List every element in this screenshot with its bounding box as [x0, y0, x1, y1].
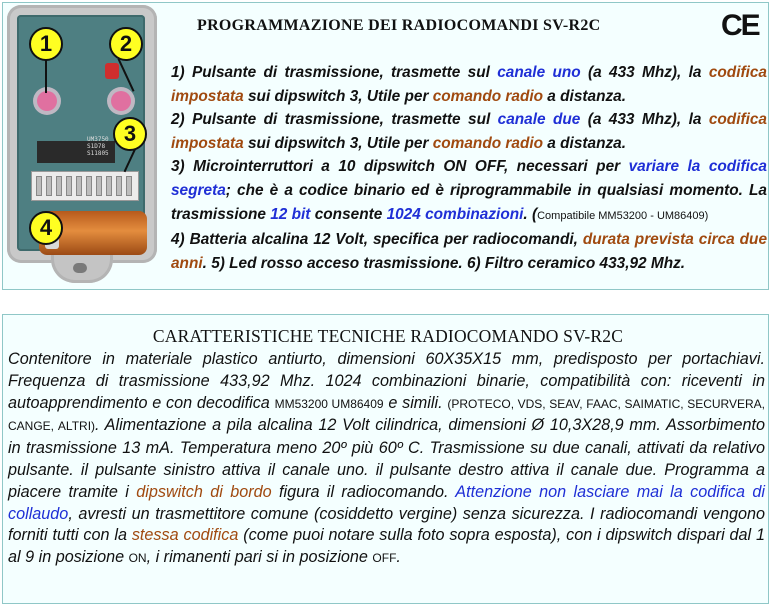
programming-panel: [2, 2, 769, 290]
ce-mark-logo: CE: [721, 9, 759, 42]
item-4: 4) Batteria alcalina 12 Volt, specifica per radiocomandi, durata prevista circa due anni. 5) Led rosso acceso trasmissione. 6) Filtro ceramico 433,92 Mhz.: [171, 231, 767, 272]
marker-4: 4: [29, 211, 63, 245]
item-1: 1) Pulsante di trasmissione, trasmette sul canale uno (a 433 Mhz), la codifica impostata sui dipswitch 3, Utile per comando radio a distanza.: [171, 64, 767, 105]
marker-2: 2: [109, 27, 143, 61]
programming-description: [171, 61, 767, 275]
channel-two-button-photo: [111, 91, 131, 111]
red-led: [105, 63, 119, 79]
marker-1: 1: [29, 27, 63, 61]
programming-title: PROGRAMMAZIONE DEI RADIOCOMANDI SV-R2C: [197, 17, 601, 34]
item-2: 2) Pulsante di trasmissione, trasmette sul canale due (a 433 Mhz), la codifica impostata sui dipswitch 3, Utile per comando radio a distanza.: [171, 111, 767, 152]
specifications-title: CARATTERISTICHE TECNICHE RADIOCOMANDO SV-R2C: [152, 326, 624, 346]
marker-3: 3: [113, 117, 147, 151]
specifications-text: Contenitore in materiale plastico antiurto, dimensioni 60X35X15 mm, predisposto per portachiavi. Frequenza di trasmissione 433,92 Mhz. 1024 combinazioni binarie, compatibilità con: riceventi in autoapprendimento e con decodifica MM53200 UM86409 e simili. (PROTECO, VDS, SEAV, FAAC, SAIMATIC, SECURVERA, CANGE, ALTRI). Alimentazione a pila alcalina 12 Volt cilindrica, dimensioni Ø 10,3X28,9 mm. Assorbimento in trasmissione 13 mA. Temperatura meno 20º più 60º C. Trasmissione su due canali, attivati da relativo pulsante. il pulsante sinistro attiva il canale uno. il pulsante destro attiva il canale due. Programma a piacere tramite i dipswitch di bordo figura il radiocomando. Attenzione non lasciare mai la codifica di collaudo, avresti un trasmettitore comune (cosiddetto vergine) senza sicurezza. I radiocomandi vengono forniti tutti con la stessa codifica (come puoi notare sulla foto sopra esposta), con i dipswitch dispari dal 1 al 9 in posizione ON, i rimanenti pari si in posizione OFF.: [8, 350, 766, 567]
keyring-hole: [73, 263, 87, 273]
chip-label: UM3750 S1D78 S11805: [87, 136, 109, 157]
specifications-panel: [2, 314, 769, 604]
remote-control-photo: [7, 5, 157, 285]
item-3: 3) Microinterruttori a 10 dipswitch ON OFF, necessari per variare la codifica segreta; che è a codice binario ed è riprogrammabile in qualsiasi momento. La trasmissione 12 bit consente 1024 combinazioni. (Compatibile MM53200 - UM86409): [171, 158, 767, 223]
dipswitch-block: [31, 171, 139, 201]
channel-one-button-photo: [37, 91, 57, 111]
